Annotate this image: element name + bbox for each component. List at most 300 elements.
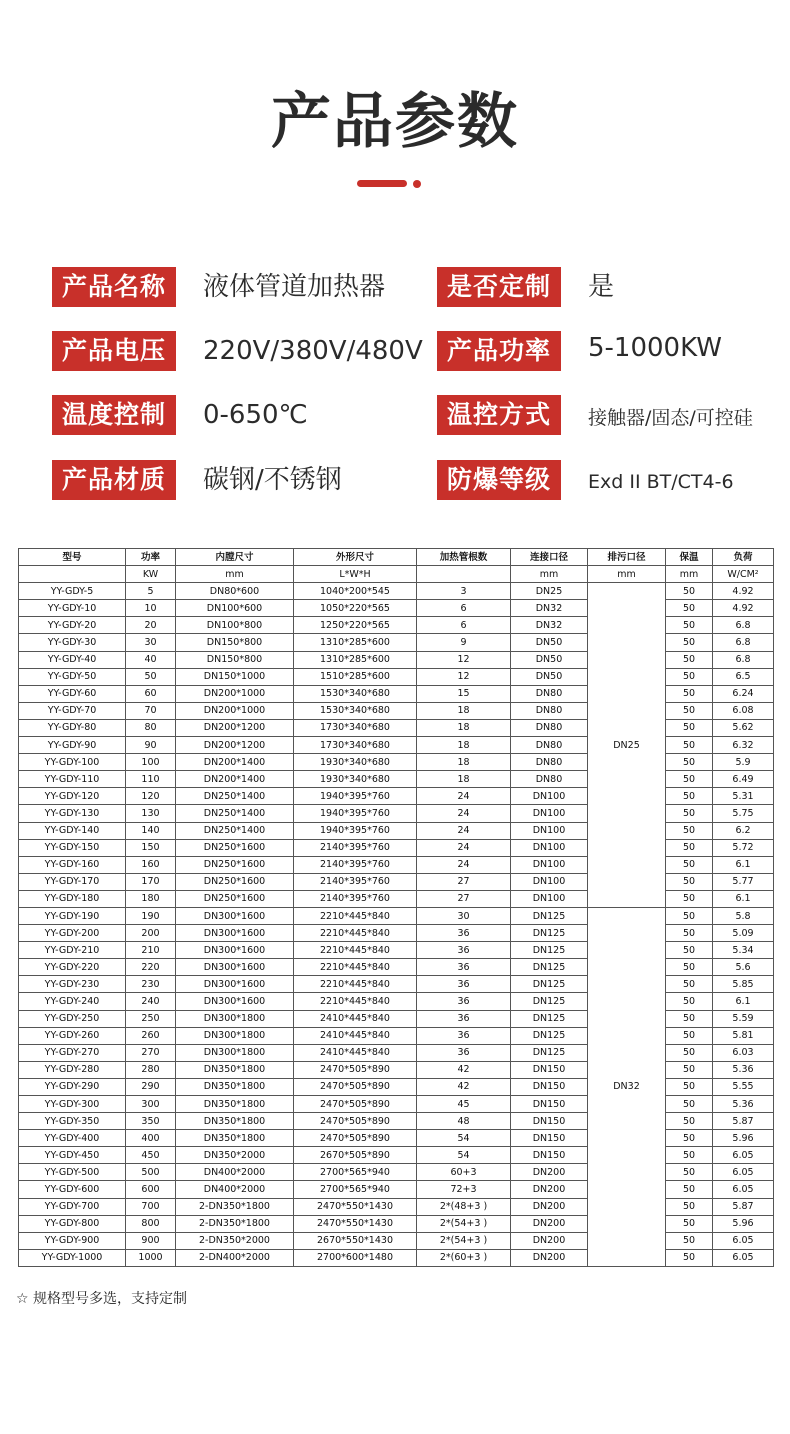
cell-connection: DN80: [511, 685, 588, 702]
cell-connection: DN150: [511, 1130, 588, 1147]
cell-tube-count: 18: [417, 719, 511, 736]
cell-load: 6.2: [713, 822, 774, 839]
cell-outer-size: 2210*445*840: [294, 942, 417, 959]
cell-connection: DN150: [511, 1061, 588, 1078]
cell-insulation: 50: [666, 617, 713, 634]
cell-inner-size: DN250*1600: [176, 839, 294, 856]
cell-model: YY-GDY-120: [19, 788, 126, 805]
cell-inner-size: DN250*1600: [176, 856, 294, 873]
unit-model: [19, 566, 126, 583]
cell-tube-count: 36: [417, 1027, 511, 1044]
cell-model: YY-GDY-300: [19, 1096, 126, 1113]
header-power: 功率: [126, 549, 176, 566]
cell-load: 5.36: [713, 1061, 774, 1078]
cell-insulation: 50: [666, 685, 713, 702]
title-accent-bar: [357, 180, 407, 187]
cell-connection: DN100: [511, 890, 588, 907]
cell-connection: DN200: [511, 1249, 588, 1266]
cell-connection: DN200: [511, 1164, 588, 1181]
cell-power: 1000: [126, 1249, 176, 1266]
cell-load: 5.85: [713, 976, 774, 993]
cell-outer-size: 1310*285*600: [294, 651, 417, 668]
cell-tube-count: 54: [417, 1147, 511, 1164]
cell-insulation: 50: [666, 1232, 713, 1249]
cell-inner-size: DN300*1600: [176, 907, 294, 924]
cell-outer-size: 1050*220*565: [294, 600, 417, 617]
cell-insulation: 50: [666, 651, 713, 668]
cell-connection: DN50: [511, 668, 588, 685]
spec-label-voltage: 产品电压: [52, 331, 176, 371]
cell-inner-size: DN80*600: [176, 583, 294, 600]
spec-value-voltage: 220V/380V/480V: [203, 336, 423, 366]
cell-power: 50: [126, 668, 176, 685]
spec-label-control-method: 温控方式: [437, 395, 561, 435]
cell-tube-count: 54: [417, 1130, 511, 1147]
cell-model: YY-GDY-210: [19, 942, 126, 959]
cell-power: 500: [126, 1164, 176, 1181]
cell-power: 220: [126, 959, 176, 976]
cell-connection: DN100: [511, 839, 588, 856]
cell-tube-count: 18: [417, 771, 511, 788]
unit-tube-count: [417, 566, 511, 583]
spec-value-material: 碳钢/不锈钢: [203, 465, 342, 495]
spec-label-customizable: 是否定制: [437, 267, 561, 307]
header-model: 型号: [19, 549, 126, 566]
cell-outer-size: 2670*550*1430: [294, 1232, 417, 1249]
cell-insulation: 50: [666, 890, 713, 907]
cell-load: 5.59: [713, 1010, 774, 1027]
table-units-row: [19, 566, 774, 583]
cell-power: 250: [126, 1010, 176, 1027]
cell-load: 5.62: [713, 719, 774, 736]
cell-outer-size: 1530*340*680: [294, 685, 417, 702]
cell-outer-size: 2210*445*840: [294, 925, 417, 942]
cell-load: 5.75: [713, 805, 774, 822]
cell-inner-size: DN200*1000: [176, 685, 294, 702]
table-row: [19, 583, 774, 600]
cell-model: YY-GDY-270: [19, 1044, 126, 1061]
cell-model: YY-GDY-900: [19, 1232, 126, 1249]
cell-inner-size: DN250*1400: [176, 788, 294, 805]
cell-connection: DN200: [511, 1215, 588, 1232]
cell-connection: DN125: [511, 993, 588, 1010]
cell-tube-count: 42: [417, 1061, 511, 1078]
cell-insulation: 50: [666, 1113, 713, 1130]
spec-value-power: 5-1000KW: [588, 333, 722, 363]
cell-outer-size: 2700*565*940: [294, 1164, 417, 1181]
cell-connection: DN200: [511, 1198, 588, 1215]
cell-insulation: 50: [666, 993, 713, 1010]
cell-load: 5.09: [713, 925, 774, 942]
cell-inner-size: DN250*1400: [176, 805, 294, 822]
cell-load: 5.6: [713, 959, 774, 976]
cell-inner-size: 2-DN350*1800: [176, 1198, 294, 1215]
cell-inner-size: DN200*1200: [176, 737, 294, 754]
cell-model: YY-GDY-10: [19, 600, 126, 617]
header-connection: 连接口径: [511, 549, 588, 566]
cell-connection: DN150: [511, 1096, 588, 1113]
cell-load: 6.1: [713, 993, 774, 1010]
cell-outer-size: 2470*505*890: [294, 1096, 417, 1113]
cell-inner-size: DN250*1400: [176, 822, 294, 839]
cell-load: 6.08: [713, 702, 774, 719]
cell-insulation: 50: [666, 1181, 713, 1198]
cell-inner-size: DN100*600: [176, 600, 294, 617]
cell-connection: DN100: [511, 873, 588, 890]
cell-load: 6.8: [713, 617, 774, 634]
table-row: [19, 907, 774, 924]
cell-load: 6.8: [713, 651, 774, 668]
cell-insulation: 50: [666, 959, 713, 976]
cell-power: 230: [126, 976, 176, 993]
spec-value-customizable: 是: [588, 272, 615, 302]
cell-tube-count: 9: [417, 634, 511, 651]
cell-connection: DN80: [511, 719, 588, 736]
cell-connection: DN150: [511, 1147, 588, 1164]
cell-insulation: 50: [666, 1027, 713, 1044]
cell-tube-count: 60+3: [417, 1164, 511, 1181]
cell-outer-size: 2670*505*890: [294, 1147, 417, 1164]
cell-power: 90: [126, 737, 176, 754]
cell-tube-count: 24: [417, 822, 511, 839]
cell-model: YY-GDY-220: [19, 959, 126, 976]
cell-connection: DN80: [511, 754, 588, 771]
cell-insulation: 50: [666, 1061, 713, 1078]
cell-insulation: 50: [666, 600, 713, 617]
cell-outer-size: 1730*340*680: [294, 737, 417, 754]
spec-label-product-name: 产品名称: [52, 267, 176, 307]
cell-connection: DN32: [511, 617, 588, 634]
unit-inner-size: mm: [176, 566, 294, 583]
cell-power: 350: [126, 1113, 176, 1130]
cell-tube-count: 36: [417, 959, 511, 976]
cell-inner-size: DN300*1600: [176, 993, 294, 1010]
cell-insulation: 50: [666, 1215, 713, 1232]
cell-model: YY-GDY-140: [19, 822, 126, 839]
cell-connection: DN32: [511, 600, 588, 617]
unit-connection: mm: [511, 566, 588, 583]
cell-insulation: 50: [666, 788, 713, 805]
cell-tube-count: 6: [417, 600, 511, 617]
cell-power: 900: [126, 1232, 176, 1249]
cell-model: YY-GDY-80: [19, 719, 126, 736]
cell-power: 180: [126, 890, 176, 907]
cell-inner-size: DN350*1800: [176, 1078, 294, 1095]
cell-connection: DN50: [511, 651, 588, 668]
cell-model: YY-GDY-30: [19, 634, 126, 651]
cell-inner-size: DN350*1800: [176, 1061, 294, 1078]
cell-load: 5.36: [713, 1096, 774, 1113]
cell-tube-count: 36: [417, 993, 511, 1010]
unit-drain: mm: [588, 566, 666, 583]
cell-load: 5.81: [713, 1027, 774, 1044]
cell-tube-count: 24: [417, 839, 511, 856]
cell-inner-size: DN300*1600: [176, 925, 294, 942]
cell-model: YY-GDY-250: [19, 1010, 126, 1027]
cell-outer-size: 2410*445*840: [294, 1010, 417, 1027]
cell-model: YY-GDY-350: [19, 1113, 126, 1130]
cell-tube-count: 27: [417, 890, 511, 907]
footnote: ☆ 规格型号多选，支持定制: [16, 1291, 188, 1307]
cell-tube-count: 36: [417, 1010, 511, 1027]
cell-insulation: 50: [666, 839, 713, 856]
unit-outer-size: L*W*H: [294, 566, 417, 583]
cell-insulation: 50: [666, 1130, 713, 1147]
cell-connection: DN125: [511, 1044, 588, 1061]
cell-outer-size: 2210*445*840: [294, 907, 417, 924]
cell-drain-group: DN25: [588, 583, 666, 908]
cell-insulation: 50: [666, 1096, 713, 1113]
spec-value-product-name: 液体管道加热器: [203, 272, 386, 302]
cell-insulation: 50: [666, 702, 713, 719]
cell-outer-size: 1940*395*760: [294, 822, 417, 839]
cell-outer-size: 1250*220*565: [294, 617, 417, 634]
cell-outer-size: 2470*505*890: [294, 1113, 417, 1130]
cell-load: 4.92: [713, 583, 774, 600]
cell-insulation: 50: [666, 976, 713, 993]
cell-connection: DN80: [511, 771, 588, 788]
cell-power: 200: [126, 925, 176, 942]
header-outer-size: 外形尺寸: [294, 549, 417, 566]
cell-outer-size: 2210*445*840: [294, 976, 417, 993]
cell-power: 60: [126, 685, 176, 702]
cell-connection: DN80: [511, 737, 588, 754]
cell-tube-count: 3: [417, 583, 511, 600]
parameter-table: [18, 548, 774, 1267]
cell-connection: DN125: [511, 976, 588, 993]
cell-load: 5.9: [713, 754, 774, 771]
cell-tube-count: 12: [417, 668, 511, 685]
cell-model: YY-GDY-180: [19, 890, 126, 907]
cell-inner-size: DN300*1800: [176, 1010, 294, 1027]
cell-insulation: 50: [666, 771, 713, 788]
cell-inner-size: DN300*1600: [176, 942, 294, 959]
cell-load: 6.24: [713, 685, 774, 702]
header-drain: 排污口径: [588, 549, 666, 566]
table-header-row: [19, 549, 774, 566]
cell-load: 5.96: [713, 1215, 774, 1232]
cell-insulation: 50: [666, 634, 713, 651]
cell-insulation: 50: [666, 942, 713, 959]
cell-model: YY-GDY-290: [19, 1078, 126, 1095]
cell-inner-size: DN200*1400: [176, 754, 294, 771]
cell-insulation: 50: [666, 1198, 713, 1215]
cell-tube-count: 72+3: [417, 1181, 511, 1198]
cell-load: 4.92: [713, 600, 774, 617]
cell-load: 6.1: [713, 890, 774, 907]
cell-outer-size: 1530*340*680: [294, 702, 417, 719]
cell-load: 6.05: [713, 1249, 774, 1266]
cell-tube-count: 48: [417, 1113, 511, 1130]
unit-insulation: mm: [666, 566, 713, 583]
cell-inner-size: DN250*1600: [176, 873, 294, 890]
cell-inner-size: DN350*1800: [176, 1130, 294, 1147]
cell-model: YY-GDY-600: [19, 1181, 126, 1198]
cell-model: YY-GDY-450: [19, 1147, 126, 1164]
cell-tube-count: 36: [417, 942, 511, 959]
cell-power: 110: [126, 771, 176, 788]
cell-outer-size: 2140*395*760: [294, 839, 417, 856]
cell-outer-size: 2470*550*1430: [294, 1198, 417, 1215]
cell-inner-size: DN350*1800: [176, 1113, 294, 1130]
cell-outer-size: 2700*600*1480: [294, 1249, 417, 1266]
cell-inner-size: DN300*1800: [176, 1027, 294, 1044]
cell-load: 6.05: [713, 1181, 774, 1198]
cell-insulation: 50: [666, 583, 713, 600]
cell-outer-size: 1310*285*600: [294, 634, 417, 651]
cell-insulation: 50: [666, 1010, 713, 1027]
cell-load: 6.05: [713, 1164, 774, 1181]
cell-inner-size: DN400*2000: [176, 1164, 294, 1181]
cell-connection: DN150: [511, 1078, 588, 1095]
cell-power: 270: [126, 1044, 176, 1061]
cell-power: 700: [126, 1198, 176, 1215]
cell-inner-size: DN300*1600: [176, 959, 294, 976]
cell-tube-count: 2*(54+3 ): [417, 1232, 511, 1249]
cell-tube-count: 2*(54+3 ): [417, 1215, 511, 1232]
spec-value-temperature: 0-650℃: [203, 400, 308, 430]
cell-power: 10: [126, 600, 176, 617]
cell-load: 5.96: [713, 1130, 774, 1147]
cell-outer-size: 1930*340*680: [294, 754, 417, 771]
cell-connection: DN25: [511, 583, 588, 600]
cell-outer-size: 2410*445*840: [294, 1027, 417, 1044]
header-insulation: 保温: [666, 549, 713, 566]
spec-value-explosion-grade: Exd II BT/CT4-6: [588, 471, 734, 493]
cell-insulation: 50: [666, 1164, 713, 1181]
cell-tube-count: 36: [417, 925, 511, 942]
cell-insulation: 50: [666, 668, 713, 685]
cell-model: YY-GDY-130: [19, 805, 126, 822]
cell-model: YY-GDY-70: [19, 702, 126, 719]
cell-power: 140: [126, 822, 176, 839]
cell-tube-count: 24: [417, 788, 511, 805]
cell-load: 5.72: [713, 839, 774, 856]
cell-tube-count: 24: [417, 805, 511, 822]
cell-power: 130: [126, 805, 176, 822]
cell-model: YY-GDY-700: [19, 1198, 126, 1215]
cell-tube-count: 42: [417, 1078, 511, 1095]
spec-label-temperature: 温度控制: [52, 395, 176, 435]
cell-power: 600: [126, 1181, 176, 1198]
cell-tube-count: 2*(48+3 ): [417, 1198, 511, 1215]
cell-tube-count: 18: [417, 754, 511, 771]
cell-insulation: 50: [666, 737, 713, 754]
cell-outer-size: 2140*395*760: [294, 856, 417, 873]
header-inner-size: 内膛尺寸: [176, 549, 294, 566]
cell-tube-count: 2*(60+3 ): [417, 1249, 511, 1266]
cell-tube-count: 24: [417, 856, 511, 873]
cell-inner-size: DN200*1400: [176, 771, 294, 788]
header-load: 负荷: [713, 549, 774, 566]
cell-power: 30: [126, 634, 176, 651]
cell-load: 6.32: [713, 737, 774, 754]
cell-power: 450: [126, 1147, 176, 1164]
cell-power: 80: [126, 719, 176, 736]
cell-inner-size: 2-DN350*1800: [176, 1215, 294, 1232]
unit-load: W/CM²: [713, 566, 774, 583]
cell-model: YY-GDY-190: [19, 907, 126, 924]
cell-power: 160: [126, 856, 176, 873]
cell-tube-count: 18: [417, 737, 511, 754]
cell-insulation: 50: [666, 907, 713, 924]
cell-model: YY-GDY-170: [19, 873, 126, 890]
cell-model: YY-GDY-200: [19, 925, 126, 942]
cell-inner-size: DN100*800: [176, 617, 294, 634]
cell-model: YY-GDY-800: [19, 1215, 126, 1232]
cell-outer-size: 1510*285*600: [294, 668, 417, 685]
cell-inner-size: DN200*1000: [176, 702, 294, 719]
cell-power: 5: [126, 583, 176, 600]
cell-model: YY-GDY-110: [19, 771, 126, 788]
cell-inner-size: DN350*1800: [176, 1096, 294, 1113]
cell-outer-size: 1040*200*545: [294, 583, 417, 600]
cell-insulation: 50: [666, 1078, 713, 1095]
cell-load: 6.49: [713, 771, 774, 788]
cell-tube-count: 30: [417, 907, 511, 924]
cell-insulation: 50: [666, 805, 713, 822]
cell-connection: DN125: [511, 1027, 588, 1044]
cell-load: 6.8: [713, 634, 774, 651]
cell-insulation: 50: [666, 754, 713, 771]
cell-model: YY-GDY-40: [19, 651, 126, 668]
cell-load: 5.55: [713, 1078, 774, 1095]
cell-inner-size: DN200*1200: [176, 719, 294, 736]
cell-insulation: 50: [666, 822, 713, 839]
cell-outer-size: 1730*340*680: [294, 719, 417, 736]
cell-insulation: 50: [666, 873, 713, 890]
cell-tube-count: 12: [417, 651, 511, 668]
cell-inner-size: DN300*1800: [176, 1044, 294, 1061]
cell-inner-size: DN250*1600: [176, 890, 294, 907]
cell-outer-size: 2140*395*760: [294, 873, 417, 890]
cell-connection: DN100: [511, 805, 588, 822]
cell-power: 290: [126, 1078, 176, 1095]
cell-drain-group: DN32: [588, 907, 666, 1266]
cell-model: YY-GDY-400: [19, 1130, 126, 1147]
cell-power: 400: [126, 1130, 176, 1147]
cell-insulation: 50: [666, 1147, 713, 1164]
cell-outer-size: 2470*505*890: [294, 1061, 417, 1078]
cell-connection: DN100: [511, 822, 588, 839]
cell-connection: DN200: [511, 1181, 588, 1198]
cell-tube-count: 27: [417, 873, 511, 890]
cell-insulation: 50: [666, 1044, 713, 1061]
cell-connection: DN100: [511, 788, 588, 805]
cell-power: 300: [126, 1096, 176, 1113]
spec-label-power: 产品功率: [437, 331, 561, 371]
cell-model: YY-GDY-150: [19, 839, 126, 856]
title-accent-dot: [413, 180, 421, 188]
cell-inner-size: 2-DN350*2000: [176, 1232, 294, 1249]
cell-tube-count: 6: [417, 617, 511, 634]
cell-outer-size: 1930*340*680: [294, 771, 417, 788]
cell-connection: DN150: [511, 1113, 588, 1130]
cell-power: 120: [126, 788, 176, 805]
cell-load: 5.31: [713, 788, 774, 805]
cell-load: 6.1: [713, 856, 774, 873]
cell-connection: DN125: [511, 942, 588, 959]
cell-outer-size: 1940*395*760: [294, 788, 417, 805]
cell-model: YY-GDY-280: [19, 1061, 126, 1078]
cell-power: 170: [126, 873, 176, 890]
cell-inner-size: DN350*2000: [176, 1147, 294, 1164]
cell-power: 800: [126, 1215, 176, 1232]
cell-inner-size: DN300*1600: [176, 976, 294, 993]
cell-model: YY-GDY-20: [19, 617, 126, 634]
cell-inner-size: DN150*800: [176, 634, 294, 651]
cell-model: YY-GDY-240: [19, 993, 126, 1010]
